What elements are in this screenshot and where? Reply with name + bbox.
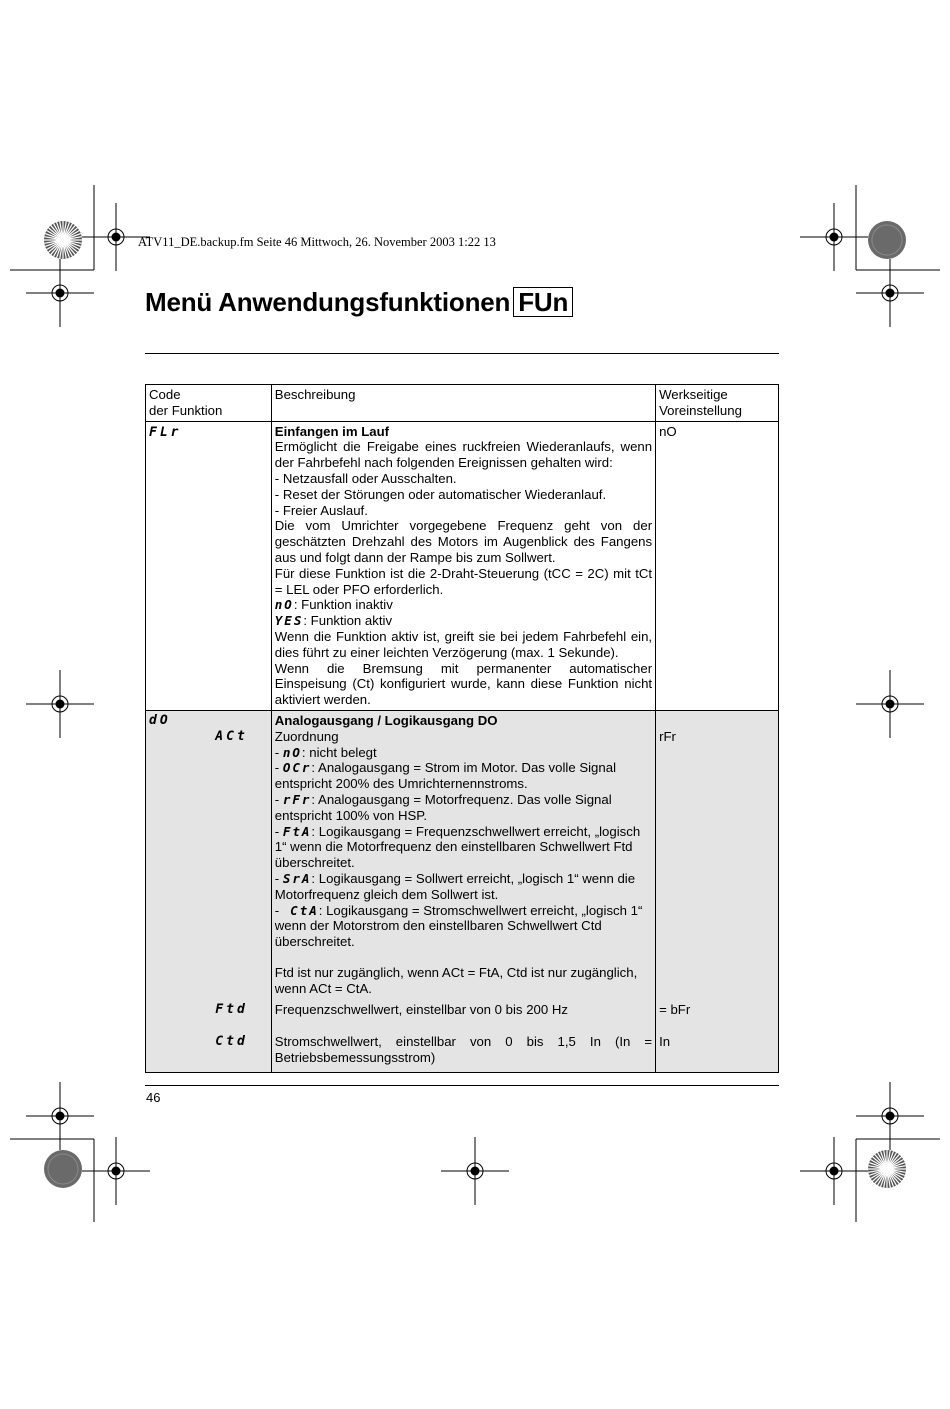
option-line [275, 613, 652, 629]
grey-dot-mark-bottom-left [44, 1150, 82, 1188]
description-cell [271, 421, 655, 710]
option-code: rFr [282, 791, 312, 807]
option-text: : Logikausgang = Sollwert erreicht, „logisch 1“ wenn die Motorfrequenz gleich dem Sollwert ist. [274, 870, 636, 902]
crosshair-mark [856, 1082, 924, 1150]
crosshair-mark [441, 1137, 509, 1205]
sub-function-code-ftd: Ftd [215, 1002, 248, 1018]
option-text: : nicht belegt [301, 744, 377, 760]
function-heading: Analogausgang / Logikausgang DO [274, 712, 498, 728]
header-code [146, 385, 272, 422]
option-text: : Funktion inaktiv [293, 597, 393, 613]
description-line: - Reset der Störungen oder automatischer Wiederanlauf. [274, 486, 607, 502]
crosshair-mark [26, 1082, 94, 1150]
crosshair-mark [800, 203, 868, 271]
option-text: : Logikausgang = Stromschwellwert erreicht, „logisch 1“ wenn der Motorstrom den einstellbaren Schwellwert Ctd überschreitet. [274, 902, 643, 950]
sub-function-code-ctd: Ctd [215, 1034, 248, 1050]
option-line: - OCr: Analogausgang = Strom im Motor. Das volle Signal entspricht 200% des Umrichternennstroms. [274, 760, 616, 792]
crosshair-mark [26, 670, 94, 738]
act-default: rFr [659, 728, 676, 744]
note-line: Ftd ist nur zugänglich, wenn ACt = FtA, Ctd ist nur zugänglich, wenn ACt = CtA. [274, 964, 638, 996]
grey-dot-mark-top-right [868, 221, 906, 259]
option-code: OCr [282, 760, 312, 776]
description-line: Die vom Umrichter vorgegebene Frequenz geht von der geschätzten Drehzahl des Motors im Augenblick des Fangens aus und folgt dann der Rampe bis zum Sollwert. [274, 518, 653, 565]
option-code: FtA [282, 823, 312, 839]
description-line: Zuordnung [274, 728, 339, 744]
option-text: : Logikausgang = Frequenzschwellwert erreicht, „logisch 1“ wenn die Motorfrequenz den einstellbaren Schwellwert Ftd überschreitet. [274, 823, 641, 871]
default-cell: In [656, 1032, 779, 1072]
table-row-flr [146, 421, 779, 710]
code-cell [146, 710, 272, 998]
print-header-line: ATV11_DE.backup.fm Seite 46 Mittwoch, 26. November 2003 1:22 13 [138, 235, 496, 249]
header-default-line1: Werkseitige [659, 387, 728, 402]
title-rule [145, 353, 779, 354]
description-line: - Freier Auslauf. [274, 502, 368, 518]
option-line: - nO: nicht belegt [274, 744, 377, 760]
option-text: : Analogausgang = Motorfrequenz. Das volle Signal entspricht 100% von HSP. [274, 791, 612, 823]
table-header-row [146, 385, 779, 422]
header-default-line2: Voreinstellung [659, 402, 742, 418]
option-line: - rFr: Analogausgang = Motorfrequenz. Das volle Signal entspricht 100% von HSP. [274, 791, 612, 823]
code-cell [146, 421, 272, 710]
page-number: 46 [146, 1090, 161, 1105]
description-line: Für diese Funktion ist die 2-Draht-Steuerung (tCC = 2C) mit tCt = LEL oder PFO erforderlich. [274, 565, 653, 597]
option-line: - FtA: Logikausgang = Frequenzschwellwert erreicht, „logisch 1“ wenn die Motorfrequenz den einstellbaren Schwellwert Ftd überschreitet. [274, 823, 641, 871]
sub-function-code-act: ACt [215, 728, 248, 744]
description-line: Wenn die Bremsung mit permanenter automatischer Einspeisung (Ct) konfiguriert wurde, kann diese Funktion nicht aktiviert werden. [274, 660, 653, 708]
default-cell: = bFr [656, 998, 779, 1032]
description-cell: Stromschwellwert, einstellbar von 0 bis 1,5 In (In = Betriebsbemessungsstrom) [271, 1032, 655, 1072]
header-code-line2: der Funktion [149, 402, 223, 418]
option-line: - CtA: Logikausgang = Stromschwellwert erreicht, „logisch 1“ wenn der Motorstrom den einstellbaren Schwellwert Ctd überschreitet. [274, 902, 643, 950]
crosshair-mark [800, 1137, 868, 1205]
option-code: CtA [290, 902, 319, 918]
function-code: FLr [149, 424, 182, 440]
header-code-line1: Code [149, 387, 181, 402]
crosshair-mark [82, 1137, 150, 1205]
crosshair-mark [856, 259, 924, 327]
table-row-ftd [146, 998, 779, 1032]
crosshair-mark [856, 670, 924, 738]
default-cell [656, 710, 779, 998]
function-code: dO [149, 712, 171, 728]
description-line: Wenn die Funktion aktiv ist, greift sie bei jedem Fahrbefehl ein, dies führt zu einer leichten Verzögerung (max. 1 Sekunde). [274, 628, 653, 660]
default-cell: nO [656, 421, 779, 710]
footer-rule [145, 1085, 779, 1086]
option-line [275, 597, 652, 613]
page-title [145, 287, 573, 318]
code-cell [146, 998, 272, 1032]
option-code: nO [274, 597, 294, 613]
option-code: SrA [282, 870, 312, 886]
option-line: - SrA: Logikausgang = Sollwert erreicht, „logisch 1“ wenn die Motorfrequenz gleich dem Sollwert ist. [274, 870, 636, 902]
option-code: YES [274, 613, 304, 629]
option-text: : Analogausgang = Strom im Motor. Das volle Signal entspricht 200% des Umrichternennstroms. [274, 760, 616, 792]
table-row-ctd [146, 1032, 779, 1072]
code-cell [146, 1032, 272, 1072]
option-text: : Funktion aktiv [303, 613, 393, 629]
header-default [656, 385, 779, 422]
description-cell: Frequenzschwellwert, einstellbar von 0 bis 200 Hz [271, 998, 655, 1032]
option-code: nO [282, 744, 302, 760]
header-description: Beschreibung [271, 385, 655, 422]
page-title-text: Menü Anwendungsfunktionen [145, 287, 511, 317]
function-heading: Einfangen im Lauf [274, 423, 390, 439]
menu-code-box: FUn [513, 287, 573, 317]
description-line: Ermöglicht die Freigabe eines ruckfreien Wiederanlaufs, wenn der Fahrbefehl nach folgenden Ereignissen gehalten wird: [274, 439, 653, 471]
description-line: - Netzausfall oder Ausschalten. [274, 470, 457, 486]
crosshair-mark [26, 259, 94, 327]
function-table [145, 384, 779, 1073]
table-row-do [146, 710, 779, 998]
description-cell [271, 710, 655, 998]
